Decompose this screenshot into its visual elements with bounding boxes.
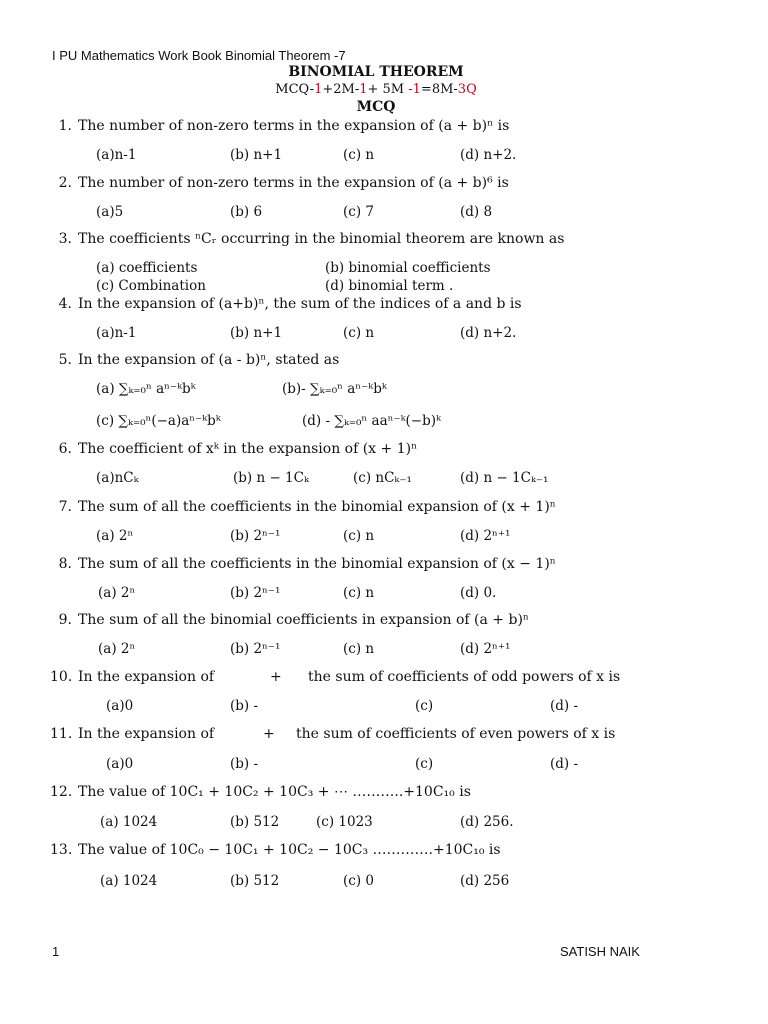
option: (a) 2ⁿ (98, 641, 136, 657)
option: (c) (415, 756, 434, 772)
option: (a) ∑ₖ₌₀ⁿ aⁿ⁻ᵏbᵏ (96, 381, 196, 397)
option: (d) n+2. (460, 325, 517, 341)
option: (b) - (230, 756, 259, 772)
option: (c) Combination (96, 278, 206, 294)
option: (b) 6 (230, 204, 263, 220)
option: (d) 256. (460, 814, 514, 830)
option: (c) n (343, 325, 375, 341)
question-10-tail: the sum of coefficients of odd powers of x is (308, 669, 621, 685)
option: (d) binomial term . (325, 278, 454, 294)
question-1: 1. The number of non-zero terms in the expansion of (a + b)ⁿ is (58, 118, 510, 134)
option: (b) 512 (230, 814, 280, 830)
option: (d) 256 (460, 873, 510, 889)
option: (b) n+1 (230, 147, 283, 163)
question-11: 11. In the expansion of (50, 726, 215, 742)
option: (d) 8 (460, 204, 493, 220)
option: (d) 2ⁿ⁺¹ (460, 641, 511, 657)
option: (b) n − 1Cₖ (233, 470, 309, 486)
question-4: 4. In the expansion of (a+b)ⁿ, the sum of the indices of a and b is (58, 296, 522, 312)
marks-line: MCQ-1+2M-1+ 5M -1=8M-3Q (275, 82, 477, 97)
option: (a)n-1 (96, 325, 137, 341)
option: (b) 2ⁿ⁻¹ (230, 528, 281, 544)
question-8: 8. The sum of all the coefficients in the binomial expansion of (x − 1)ⁿ (58, 556, 556, 572)
option: (d) n − 1Cₖ₋₁ (460, 470, 549, 486)
question-6: 6. The coefficient of xᵏ in the expansion of (x + 1)ⁿ (58, 441, 418, 457)
header-text: I PU Mathematics Work Book Binomial Theorem -7 (52, 48, 346, 63)
option: (d) 0. (460, 585, 497, 601)
option: (b) 2ⁿ⁻¹ (230, 585, 281, 601)
option: (a)0 (106, 756, 134, 772)
option: (d) - (550, 756, 579, 772)
option: (a)5 (96, 204, 124, 220)
question-2: 2. The number of non-zero terms in the expansion of (a + b)⁶ is (58, 175, 509, 191)
question-3: 3. The coefficients ⁿCᵣ occurring in the binomial theorem are known as (58, 231, 565, 247)
option: (a)nCₖ (96, 470, 139, 486)
question-5: 5. In the expansion of (a - b)ⁿ, stated as (58, 352, 340, 368)
plus-sign: + (270, 669, 282, 685)
question-9: 9. The sum of all the binomial coefficients in expansion of (a + b)ⁿ (58, 612, 529, 628)
option: (c) n (343, 641, 375, 657)
footer-author: SATISH NAIK (560, 944, 640, 959)
question-10: 10. In the expansion of (50, 669, 215, 685)
option: (d) - (550, 698, 579, 714)
option: (b) - (230, 698, 259, 714)
option: (d) - ∑ₖ₌₀ⁿ aaⁿ⁻ᵏ(−b)ᵏ (302, 413, 441, 429)
option: (c) n (343, 585, 375, 601)
option: (b) n+1 (230, 325, 283, 341)
option: (c) 7 (343, 204, 374, 220)
option: (a) coefficients (96, 260, 198, 276)
option: (c) 0 (343, 873, 374, 889)
option: (c) n (343, 147, 375, 163)
question-13: 13. The value of 10C₀ − 10C₁ + 10C₂ − 10C₃ ………….+10C₁₀ is (50, 842, 501, 858)
plus-sign: + (263, 726, 275, 742)
option: (a)0 (106, 698, 134, 714)
option: (c) nCₖ₋₁ (353, 470, 412, 486)
page-number: 1 (52, 944, 60, 959)
option: (b)- ∑ₖ₌₀ⁿ aⁿ⁻ᵏbᵏ (282, 381, 387, 397)
option: (a)n-1 (96, 147, 137, 163)
page-title: BINOMIAL THEOREM (288, 64, 464, 80)
option: (c) ∑ₖ₌₀ⁿ(−a)aⁿ⁻ᵏbᵏ (96, 413, 221, 429)
question-7: 7. The sum of all the coefficients in the binomial expansion of (x + 1)ⁿ (58, 499, 556, 515)
option: (c) 1023 (316, 814, 373, 830)
option: (d) n+2. (460, 147, 517, 163)
question-12: 12. The value of 10C₁ + 10C₂ + 10C₃ + ⋯ ………..+10C₁₀ is (50, 784, 471, 800)
option: (a) 1024 (100, 814, 158, 830)
section-heading: MCQ (356, 99, 396, 115)
question-11-tail: the sum of coefficients of even powers of x is (296, 726, 616, 742)
option: (c) (415, 698, 434, 714)
option: (c) n (343, 528, 375, 544)
option: (a) 1024 (100, 873, 158, 889)
option: (b) binomial coefficients (325, 260, 491, 276)
option: (b) 2ⁿ⁻¹ (230, 641, 281, 657)
option: (d) 2ⁿ⁺¹ (460, 528, 511, 544)
option: (b) 512 (230, 873, 280, 889)
option: (a) 2ⁿ (98, 585, 136, 601)
option: (a) 2ⁿ (96, 528, 134, 544)
